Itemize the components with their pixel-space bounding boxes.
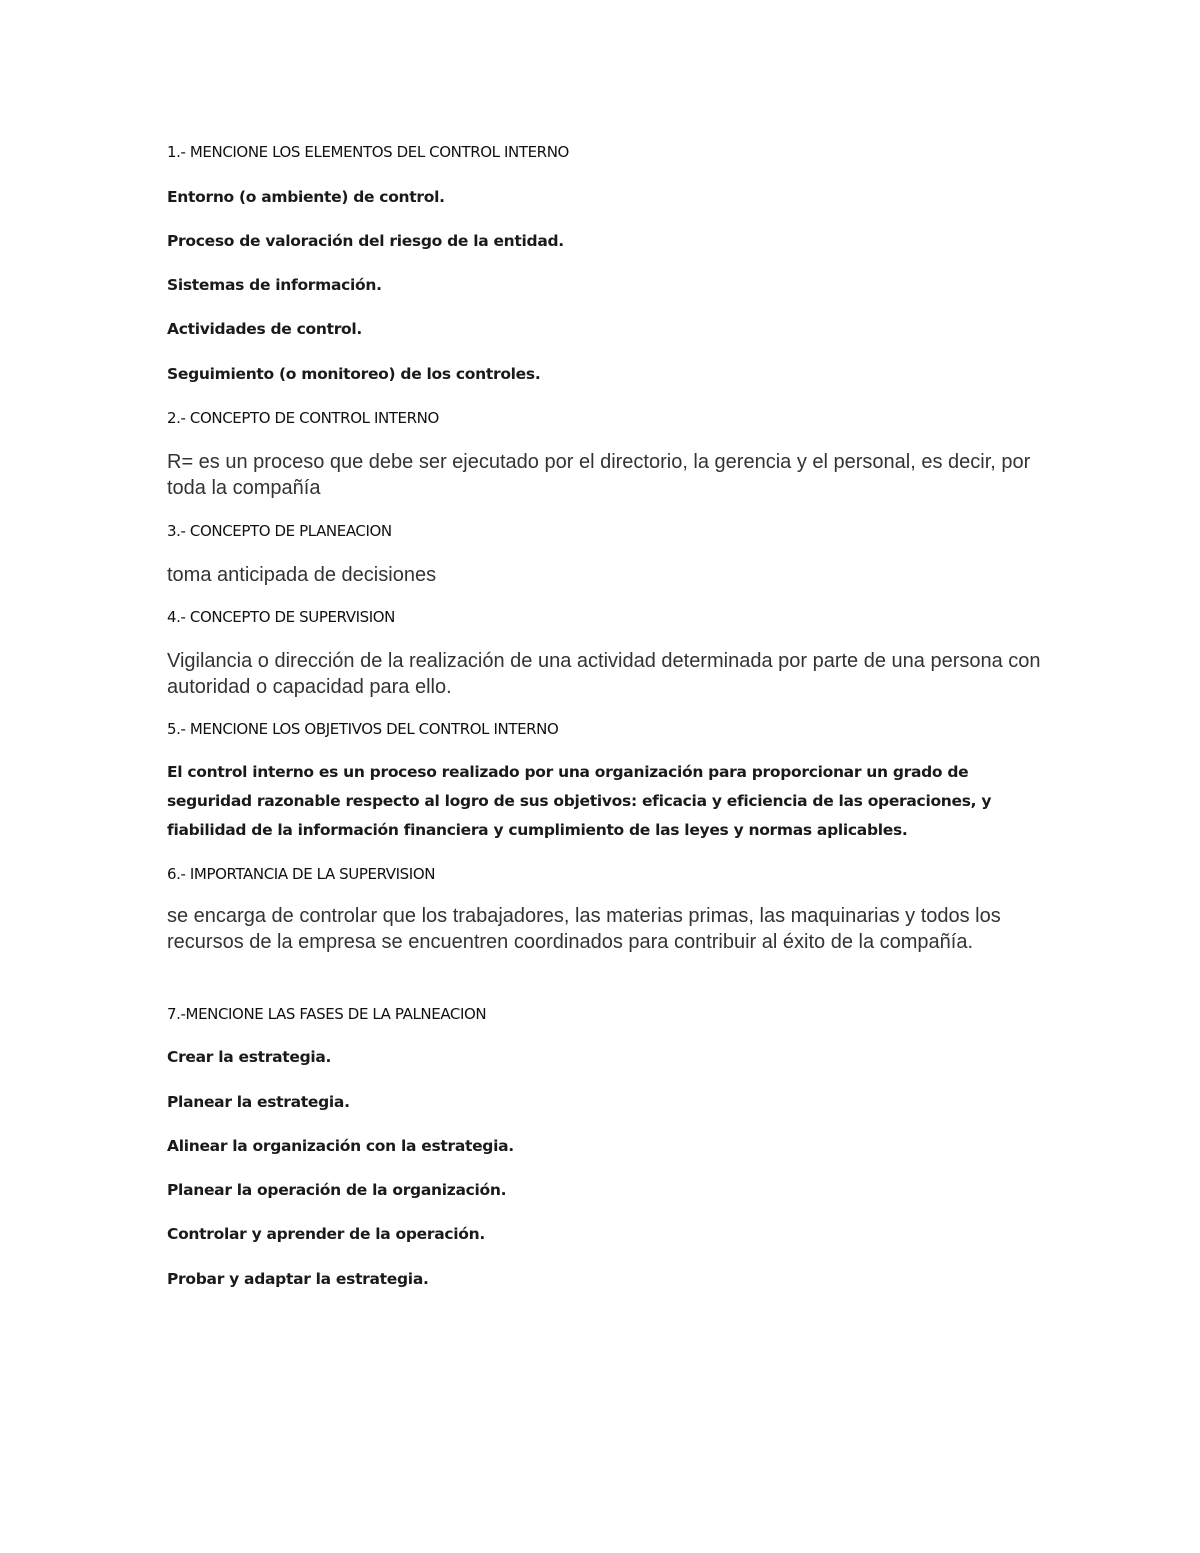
question-3-heading: 3.- CONCEPTO DE PLANEACION <box>167 522 392 540</box>
question-1-heading: 1.- MENCIONE LOS ELEMENTOS DEL CONTROL INTERNO <box>167 143 569 161</box>
q7-item-6: Probar y adaptar la estrategia. <box>167 1270 429 1288</box>
question-4-heading: 4.- CONCEPTO DE SUPERVISION <box>167 608 396 626</box>
q7-item-3: Alinear la organización con la estrategia. <box>167 1137 514 1155</box>
question-4-answer: Vigilancia o dirección de la realización de una actividad determinada por parte de una persona con autoridad o capacidad para ello. <box>167 650 1041 698</box>
q7-item-1: Crear la estrategia. <box>167 1048 332 1066</box>
question-5-heading: 5.- MENCIONE LOS OBJETIVOS DEL CONTROL INTERNO <box>167 720 559 738</box>
q7-item-2: Planear la estrategia. <box>167 1093 350 1111</box>
question-5-answer: El control interno es un proceso realizado por una organización para proporcionar un grado de seguridad razonable respecto al logro de sus objetivos: eficacia y eficiencia de las operaciones, y fiabilidad de la información financiera y cumplimiento de las leyes y normas aplicables. <box>167 763 992 839</box>
q7-item-5: Controlar y aprender de la operación. <box>167 1225 485 1243</box>
q1-item-5: Seguimiento (o monitoreo) de los controles. <box>167 365 541 383</box>
q1-item-3: Sistemas de información. <box>167 276 382 294</box>
question-2-heading: 2.- CONCEPTO DE CONTROL INTERNO <box>167 409 439 427</box>
q7-item-4: Planear la operación de la organización. <box>167 1181 507 1199</box>
question-3-answer: toma anticipada de decisiones <box>167 564 437 586</box>
q1-item-2: Proceso de valoración del riesgo de la entidad. <box>167 232 564 250</box>
question-6-answer: se encarga de controlar que los trabajadores, las materias primas, las maquinarias y todos los recursos de la empresa se encuentren coordinados para contribuir al éxito de la compañía. <box>167 905 1001 953</box>
q1-item-4: Actividades de control. <box>167 320 362 338</box>
q1-item-1: Entorno (o ambiente) de control. <box>167 188 445 206</box>
question-2-answer: R= es un proceso que debe ser ejecutado por el directorio, la gerencia y el personal, es decir, por toda la compañía <box>167 451 1031 499</box>
question-7-heading: 7.-MENCIONE LAS FASES DE LA PALNEACION <box>167 1005 487 1023</box>
question-6-heading: 6.- IMPORTANCIA DE LA SUPERVISION <box>167 865 436 883</box>
